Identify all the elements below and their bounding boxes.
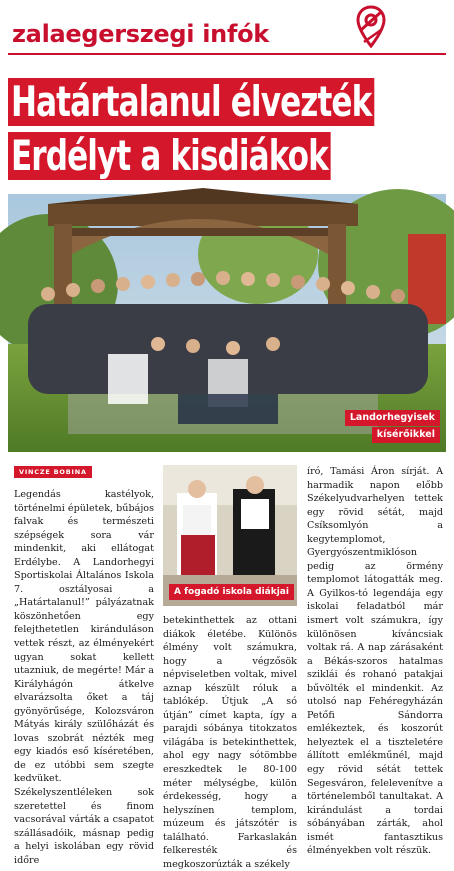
article-column-2 <box>163 614 297 871</box>
article-column-1 <box>14 488 154 867</box>
location-pin-icon <box>356 6 386 48</box>
headline <box>8 78 446 180</box>
article-column-2-text: betekinthettek az ottani diákok életébe. Különös élmény volt számukra, hogy a végzősök népviseletben voltak, mivel aznap készült róluk a tablókép. Útjuk „A só útján” címet kapta, így a parajdi sóbánya titokzatos világába is betekinthettek, ahol egy nagy sótömbbe ereszkedtek le 80-100 méter mélységbe, külön érdekesség, hogy a helyszínen templom, múzeum és játszótér is található. Farkaslakán felkeresték és megkoszorúzták a székely <box>163 615 297 870</box>
main-photo-caption-line-1: Landorhegyisek <box>345 410 440 426</box>
masthead <box>8 6 446 52</box>
author-byline: VINCZE BOBINA <box>14 466 92 478</box>
masthead-title: zalaegerszegi infók <box>12 20 269 48</box>
main-photo-caption-line-2: kísérőikkel <box>372 427 440 443</box>
article-column-1-text: Legendás kastélyok, történelmi épületek, bűbájos falvak és természeti szépségek sora vár mindenkit, aki ellátogat Erdélybe. A Landorhegyi Sportiskolai Általános Iskola 7. osztályosai a „Határtalanul!” pályázatnak köszönhetően egy felejthetetlen kiránduláson vettek részt, az élményekért ugyan sokat kellett utazniuk, de megérte! Már a Királyhágón átkelve elvarázsolta őket a táj gyönyörűsége, Kolozsváron Mátyás király szülőházát és lovas szobrát nézték meg egy kiadós eső kíséretében, de ez utóbbi sem szegte kedvüket. Székelyszentléleken sok szeretettel és finom vacsorával várták a csapatot szállásadóik, másnap pedig a helyi iskolában egy rövid időre <box>14 489 154 866</box>
group-photo <box>8 194 446 452</box>
small-photo-caption: A fogadó iskola diákjai <box>169 584 294 600</box>
article-column-3-text: író, Tamási Áron sírját. A harmadik napon előbb Székelyudvarhelyen tettek egy rövid sétát, majd Csíksomlyón a kegytemplomot, Gyergyószentmiklóson pedig az örmény templomot látogatták meg. A Gyilkos-tó legendája egy iskolai feladatból már ismert volt számukra, így különösen kíváncsiak voltak rá. A nap zárásaként a Békás-szoros hatalmas sziklái és rohanó patakjai bűvölték el mindenkit. Az utolsó nap Fehéregyházán Petőfi Sándorra emlékeztek, és koszorút helyeztek el a tiszteletére állított emlékműnél, majd egy rövid sétát tettek Segesváron, felelevenítve a történelemből tanultakat. A kirándulást a tordai sóbányában zárták, ahol ismét fantasztikus élményekben volt részük. <box>307 466 443 857</box>
school-students-photo <box>163 465 297 606</box>
masthead-rule <box>8 53 446 55</box>
headline-line-1: Határtalanul élvezték <box>8 78 374 126</box>
headline-line-2: Erdélyt a kisdiákok <box>8 132 331 180</box>
article-column-3 <box>307 465 443 858</box>
